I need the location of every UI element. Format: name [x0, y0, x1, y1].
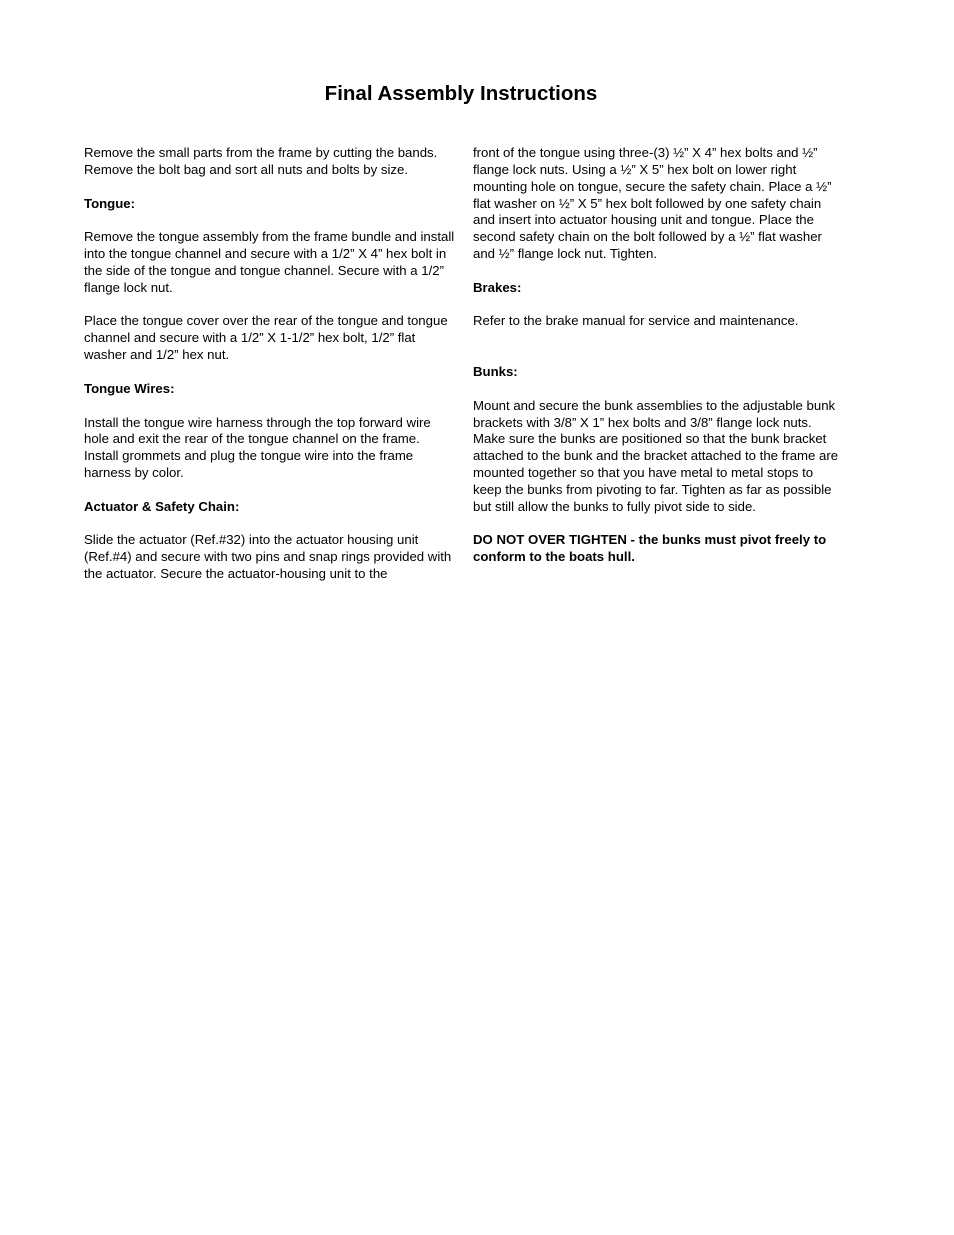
tongue-heading: Tongue: — [84, 195, 136, 211]
intro-paragraph: Remove the small parts from the frame by cutting the bands. Remove the bolt bag and sort all nuts and bolts by size. — [84, 145, 438, 177]
actuator-paragraph-end: front of the tongue using three-(3) ½” X 4” hex bolts and ½” flange lock nuts. Using a ½” X 5” hex bolt on lower right mounting hole on tongue, secure the safety chain. Place a ½” flat washer on ½” X 5” hex bolt followed by one safety chain and insert into actuator housing unit and tongue. Place the second safety chain on the bolt followed by a ½” flat washer and ½” flange lock nut. Tighten. — [473, 145, 832, 262]
tongue-wires-heading: Tongue Wires: — [84, 380, 175, 396]
over-tighten-warning: DO NOT OVER TIGHTEN - the bunks must pivot freely to conform to the boats hull. — [473, 532, 827, 565]
left-column — [84, 145, 456, 583]
brakes-heading: Brakes: — [473, 279, 522, 295]
bunks-heading: Bunks: — [473, 363, 518, 379]
brakes-paragraph: Refer to the brake manual for service and maintenance. — [473, 313, 799, 329]
page-title: Final Assembly Instructions — [324, 82, 598, 105]
bunks-paragraph: Mount and secure the bunk assemblies to the adjustable bunk brackets with 3/8” X 1” hex bolts and 3/8” flange lock nuts. Make sure the bunks are positioned so that the bunk bracket attached to the bunk and the bracket attached to the frame are mounted together so that you have metal to metal stops to keep the bunks from pivoting to far. Tighten as far as possible but still allow the bunks to fully pivot side to side. — [473, 397, 839, 514]
tongue-wires-paragraph: Install the tongue wire harness through the top forward wire hole and exit the rear of the tongue channel on the frame. Install grommets and plug the tongue wire into the frame harness by color. — [84, 414, 431, 481]
tongue-paragraph-2: Place the tongue cover over the rear of the tongue and tongue channel and secure with a 1/2” X 1-1/2” hex bolt, 1/2” flat washer and 1/2” hex nut. — [84, 313, 448, 363]
actuator-heading: Actuator & Safety Chain: — [84, 498, 240, 514]
tongue-paragraph-1: Remove the tongue assembly from the frame bundle and install into the tongue channel and secure with a 1/2” X 4” hex bolt in the side of the tongue and tongue channel. Secure with a 1/2” flange lock nut. — [84, 229, 455, 295]
actuator-paragraph-start: Slide the actuator (Ref.#32) into the actuator housing unit (Ref.#4) and secure with two pins and snap rings provided with the actuator. Secure the actuator-housing unit to the — [84, 532, 452, 582]
right-column — [473, 145, 845, 566]
